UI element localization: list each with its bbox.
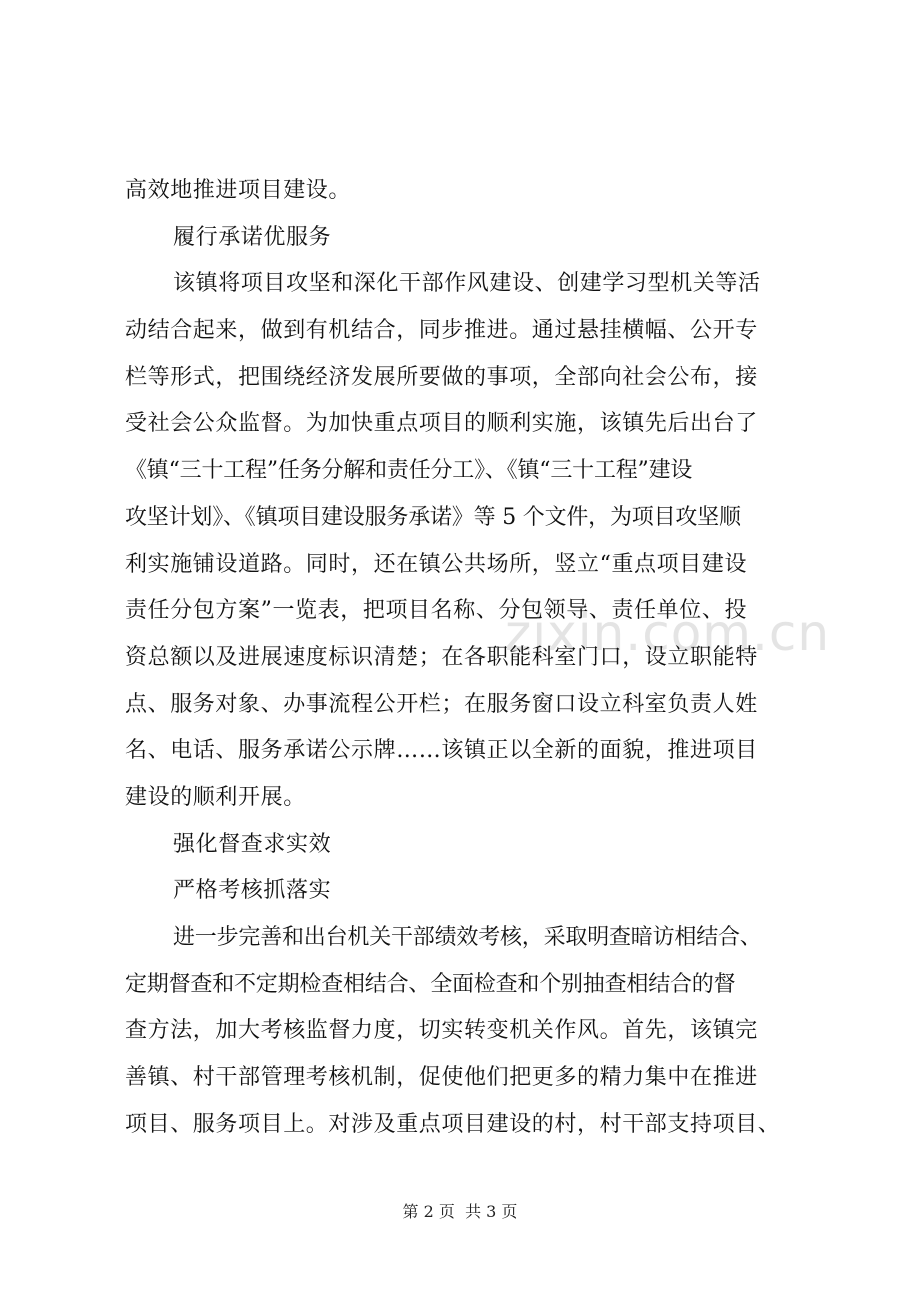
paragraph-line: 进一步完善和出台机关干部绩效考核，采取明查暗访相结合、: [173, 925, 762, 950]
paragraph-line: 受社会公众监督。为加快重点项目的顺利实施，该镇先后出台了: [125, 411, 758, 437]
paragraph-line: 栏等形式，把围绕经济发展所要做的事项，全部向社会公布，接: [125, 364, 758, 390]
paragraph-line: 项目、服务项目上。对涉及重点项目建设的村，村干部支持项目、: [125, 1111, 781, 1137]
paragraph-line: 责任分包方案”一览表，把项目名称、分包领导、责任单位、投: [125, 598, 748, 624]
paragraph-line: 攻坚计划》、《镇项目建设服务承诺》等 5 个文件，为项目攻坚顺: [125, 504, 741, 530]
watermark: zixin.com.cn: [505, 604, 831, 662]
section-heading: 履行承诺优服务: [173, 224, 332, 250]
paragraph-line: 资总额以及进展速度标识清楚；在各职能科室门口，设立职能特: [125, 644, 758, 670]
paragraph-line: 名、电话、服务承诺公示牌……该镇正以全新的面貌，推进项目: [125, 738, 758, 764]
paragraph-line: 建设的顺利开展。: [125, 784, 306, 810]
paragraph-line: 利实施铺设道路。同时，还在镇公共场所，竖立“重点项目建设: [125, 551, 748, 577]
section-heading: 严格考核抓落实: [173, 878, 332, 904]
paragraph-line: 《镇“三十工程”任务分解和责任分工》、《镇“三十工程”建设: [125, 458, 693, 484]
document-body: [125, 168, 797, 1148]
page-footer: 第 2 页 共 3 页: [402, 1202, 518, 1221]
paragraph-line: 动结合起来，做到有机结合，同步推进。通过悬挂横幅、公开专: [125, 318, 758, 344]
paragraph-line: 点、服务对象、办事流程公开栏；在服务窗口设立科室负责人姓: [125, 691, 758, 717]
paragraph-line: 该镇将项目攻坚和深化干部作风建设、创建学习型机关等活: [173, 271, 761, 297]
paragraph-line: 定期督查和不定期检查相结合、全面检查和个别抽查相结合的督: [125, 971, 736, 997]
paragraph-line: 高效地推进项目建设。: [125, 178, 352, 203]
section-heading: 强化督查求实效: [173, 831, 332, 857]
paragraph-line: 善镇、村干部管理考核机制，促使他们把更多的精力集中在推进: [125, 1065, 758, 1091]
paragraph-line: 查方法，加大考核监督力度，切实转变机关作风。首先，该镇完: [125, 1018, 758, 1044]
